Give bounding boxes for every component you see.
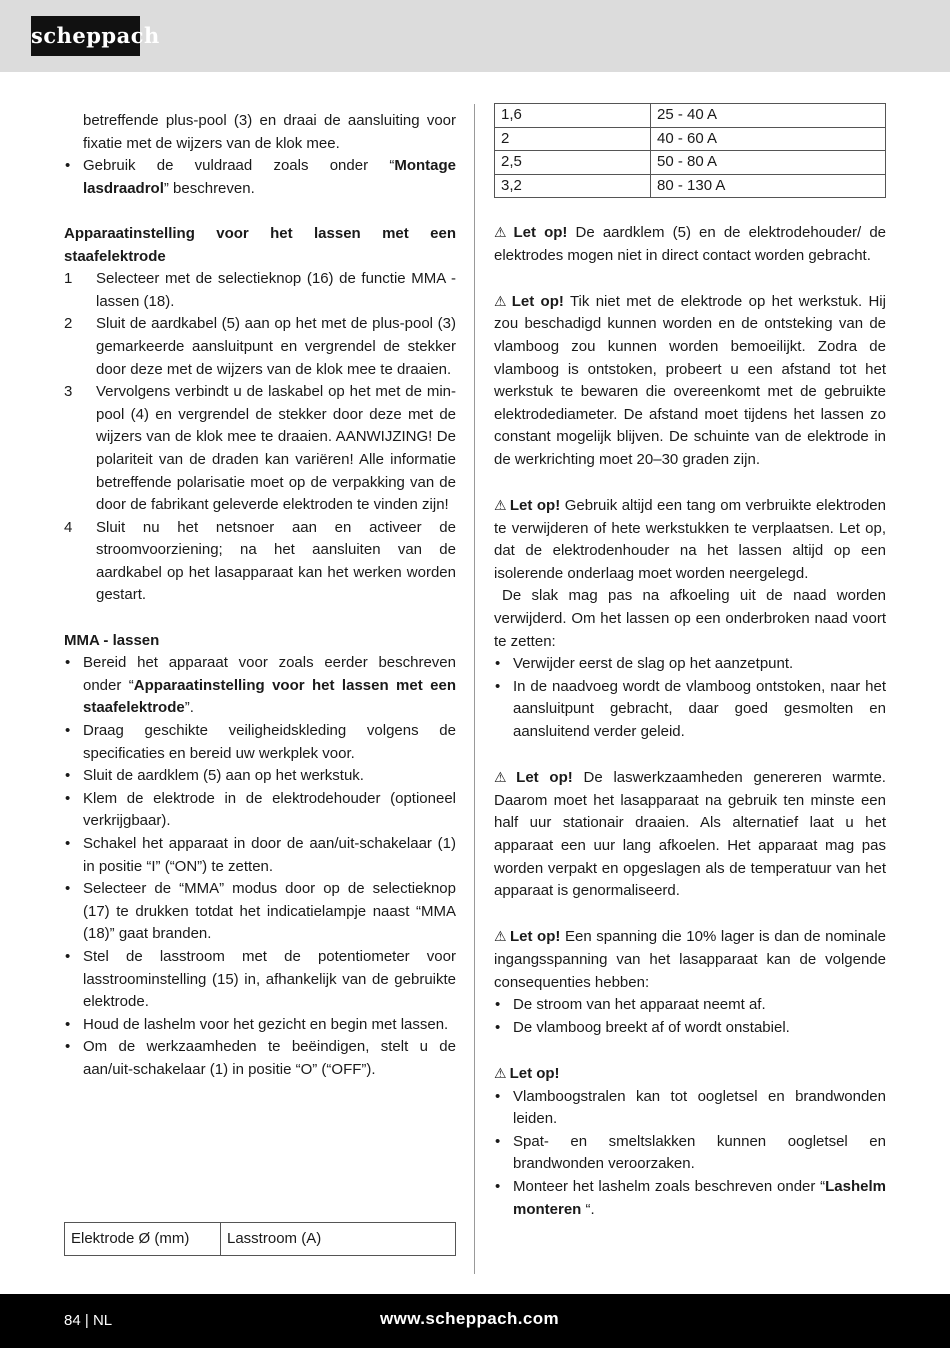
list-item: • Om de werkzaamheden te beëindigen, stelt u de aan/uit-schakelaar (1) in positie “O” (“OFF”). (64, 1036, 456, 1081)
warning-paragraph: ⚠ Let op! De aardklem (5) en de elektrodehouder/ de elektrodes mogen niet in direct contact worden gebracht. (494, 223, 886, 264)
list-item: • De vlamboog breekt af of wordt onstabiel. (494, 1017, 886, 1040)
section-heading: MMA - lassen (64, 631, 160, 649)
electrode-table (494, 103, 886, 198)
list-item: • De stroom van het apparaat neemt af. (494, 994, 886, 1017)
table-row (495, 174, 886, 198)
warning-triangle-icon: ⚠ (494, 223, 511, 240)
brand-logo: scheppach (31, 16, 140, 56)
setup-steps (64, 268, 456, 607)
left-column (64, 110, 456, 1082)
header-bar (0, 0, 950, 72)
table-row (495, 127, 886, 151)
list-item: • Klem de elektrode in de elektrodehouder (optioneel verkrijgbaar). (64, 788, 456, 833)
page-number: 84 | NL (64, 1312, 113, 1329)
table-row (65, 1223, 456, 1256)
warning-paragraph: ⚠ Let op! De laswerkzaamheden genereren warmte. Daarom moet het lasapparaat na gebruik ten minste een half uur stationair draaien. Als alternatief laat u het apparaat een uur lang afkoelen. Het apparaat mag pas worden verpakt en opgeslagen als de temperatuur van het apparaat is genormaliseerd. (494, 769, 886, 900)
list-item: • Verwijder eerst de slag op het aanzetpunt. (494, 653, 886, 676)
warning-triangle-icon: ⚠ (494, 769, 514, 786)
list-item: • Schakel het apparaat in door de aan/uit-schakelaar (1) in positie “I” (“ON”) te zetten. (64, 833, 456, 878)
list-item: • Draag geschikte veiligheidskleding volgens de specificaties en bereid uw werkplek voor. (64, 720, 456, 765)
list-item: • In de naadvoeg wordt de vlamboog ontstoken, naar het aansluitpunt gebracht, daar goed gesmolten en aansluitend verder geleid. (494, 676, 886, 744)
list-item: • Houd de lashelm voor het gezicht en begin met lassen. (64, 1014, 456, 1037)
website-link[interactable]: www.scheppach.com (380, 1309, 560, 1328)
intro-list (64, 155, 456, 200)
voltage-list (494, 994, 886, 1039)
table-cell: 3,2 (495, 174, 651, 198)
warning-triangle-icon: ⚠ (494, 292, 509, 309)
mma-list (64, 652, 456, 1081)
table-cell: 1,6 (495, 104, 651, 128)
list-item: • Monteer het lashelm zoals beschreven onder “Lashelm monteren “. (494, 1176, 886, 1221)
table-cell: 2 (495, 127, 651, 151)
table-cell: 25 - 40 A (651, 104, 886, 128)
column-divider (474, 104, 475, 1274)
intro-continuation: betreffende plus-pool (3) en draai de aansluiting voor fixatie met de wijzers van de klok mee. (83, 112, 456, 152)
warning-paragraph: ⚠ Let op! Gebruik altijd een tang om verbruikte elektroden te verwijderen of hete werkstukken te verplaatsen. Let op, dat de elektrodenhouder na het lassen altijd op een isolerende onderlaag moet worden neergelegd. (494, 497, 886, 582)
section-heading: Apparaatinstelling voor het lassen met een staafelektrode (64, 224, 456, 265)
right-column (494, 103, 886, 1221)
warning-paragraph: ⚠ Let op! Een spanning die 10% lager is dan de nominale ingangsspanning van het lasapparaat kan de volgende consequenties hebben: (494, 928, 886, 991)
list-item: • Sluit de aardklem (5) aan op het werkstuk. (64, 765, 456, 788)
slag-paragraph: De slak mag pas na afkoeling uit de naad worden verwijderd. Om het lassen op een onderbroken naad voort te zetten: (494, 587, 886, 650)
warning-triangle-icon: ⚠ (494, 1064, 507, 1081)
table-cell: 80 - 130 A (651, 174, 886, 198)
step-item: 4 Sluit nu het netsnoer aan en activeer de stroomvoorziening; na het aansluiten van de aardkabel op het lasapparaat kan het werken worden gestart. (64, 518, 456, 604)
list-item: • Spat- en smeltslakken kunnen oogletsel en brandwonden veroorzaken. (494, 1131, 886, 1176)
table-cell: 40 - 60 A (651, 127, 886, 151)
footer-bar (0, 1294, 950, 1348)
table-cell: 2,5 (495, 151, 651, 175)
slag-list (494, 653, 886, 743)
safety-list (494, 1086, 886, 1222)
warning-triangle-icon: ⚠ (494, 928, 507, 945)
list-item: • Vlamboogstralen kan tot oogletsel en brandwonden leiden. (494, 1086, 886, 1131)
list-item: • Gebruik de vuldraad zoals onder “Montage lasdraadrol” beschreven. (64, 155, 456, 200)
list-item: • Stel de lasstroom met de potentiometer voor lasstroominstelling (15) in, afhankelijk van de gebruikte elektrode. (64, 946, 456, 1014)
step-item: 1 Selecteer met de selectieknop (16) de functie MMA - lassen (18). (64, 270, 456, 310)
table-cell: 50 - 80 A (651, 151, 886, 175)
list-item: • Selecteer de “MMA” modus door op de selectieknop (17) te drukken totdat het indicatielampje naast “MMA (18)” gaat branden. (64, 878, 456, 946)
warning-paragraph: ⚠ Let op! (494, 1064, 560, 1082)
step-item: 3 Vervolgens verbindt u de laskabel op het met de min-pool (4) en vergrendel de stekker door deze met de wijzers van de klok mee te draaien. AANWIJZING! De polariteit van de draden kan variëren! Alle informatie betreffende polarisatie moet op de verpakking van de door de fabrikant geleverde elektroden te vinden zijn! (64, 383, 456, 514)
step-item: 2 Sluit de aardkabel (5) aan op het met de plus-pool (3) gemarkeerde aansluitpunt en vergrendel de stekker door deze met de wijzers van de klok mee te draaien. (64, 315, 456, 378)
list-item: • Bereid het apparaat voor zoals eerder beschreven onder “Apparaatinstelling voor het lassen met een staafelektrode”. (64, 652, 456, 720)
table-row (495, 104, 886, 128)
table-header-cell: Lasstroom (A) (221, 1223, 456, 1256)
warning-paragraph: ⚠ Let op! Tik niet met de elektrode op het werkstuk. Hij zou beschadigd kunnen worden en de ontsteking van de vlamboog zou kunnen worden bemoeilijkt. Zodra de vlamboog is ontstoken, probeert u een afstand tot het werkstuk te bewaren die overeenkomt met de gebruikte elektrodediameter. De afstand moet tijdens het lassen zo constant mogelijk blijven. De schuinte van de elektrode in de werkrichting moet 20–30 graden zijn. (494, 292, 886, 468)
warning-triangle-icon: ⚠ (494, 497, 507, 514)
table-header-cell: Elektrode Ø (mm) (65, 1223, 221, 1256)
table-row (495, 151, 886, 175)
electrode-table-header (64, 1222, 456, 1256)
